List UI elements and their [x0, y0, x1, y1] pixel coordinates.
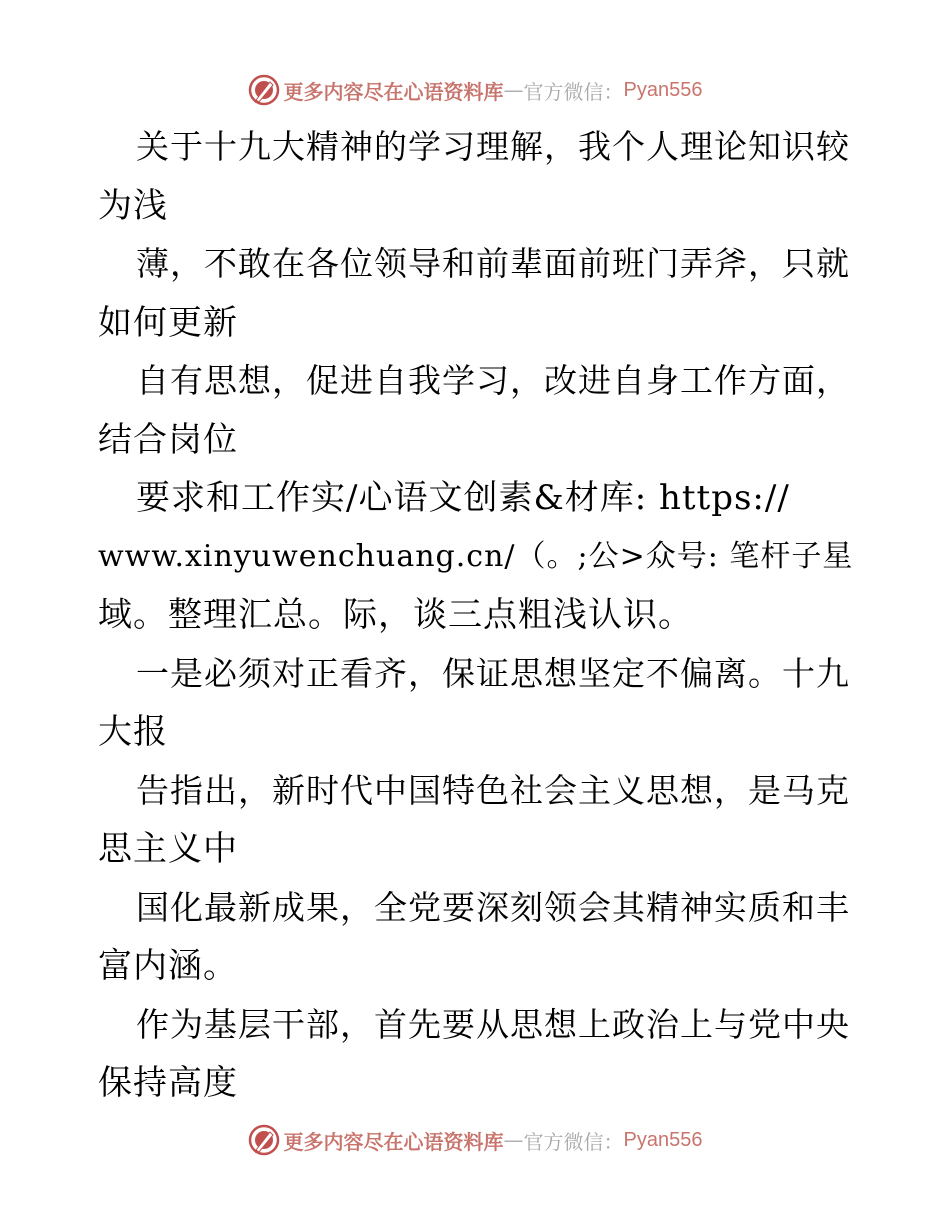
banner-main-text: 更多内容尽在心语资料库	[283, 79, 504, 104]
text-line: 要求和工作实/心语文创素&材库: https://	[136, 478, 790, 518]
banner-official-label: 官方微信：	[523, 1129, 624, 1154]
banner-dash: —	[503, 78, 524, 102]
text-line: 作为基层干部，首先要从思想上政治上与党中央	[136, 1004, 850, 1044]
banner-main-text: 更多内容尽在心语资料库	[283, 1129, 504, 1154]
text-line: 告指出，新时代中国特色社会主义思想，是马克	[136, 770, 850, 810]
banner-official-label: 官方微信：	[523, 79, 624, 104]
text-line: 国化最新成果，全党要深刻领会其精神实质和丰	[136, 887, 850, 927]
text-line: 结合岗位	[98, 419, 238, 460]
text-line: www.xinyuwenchuang.cn/（。;公>众号: 笔杆子星	[98, 538, 854, 574]
pen-logo-icon	[248, 74, 280, 106]
text-line: 思主义中	[98, 829, 238, 869]
text-line: 自有思想，促进自我学习，改进自身工作方面，	[136, 361, 850, 400]
text-line: 如何更新	[98, 302, 238, 343]
banner-wechat-id: Pyan556	[623, 78, 703, 101]
text-line: 域。整理汇总。际，谈三点粗浅认识。	[98, 595, 693, 635]
pen-logo-icon	[248, 1124, 280, 1156]
text-line: 为浅	[98, 185, 168, 226]
banner-wechat-id: Pyan556	[623, 1128, 703, 1151]
footer-banner	[0, 1120, 950, 1160]
text-line: 富内涵。	[98, 946, 238, 986]
body-text	[98, 118, 858, 1113]
text-line: 大报	[98, 712, 168, 752]
text-line: 一是必须对正看齐，保证思想坚定不偏离。十九	[136, 653, 850, 693]
text-line: 薄，不敢在各位领导和前辈面前班门弄斧，只就	[136, 244, 850, 283]
header-banner	[0, 70, 950, 110]
banner-dash: —	[503, 1128, 524, 1152]
text-line: 保持高度	[98, 1063, 238, 1103]
text-line: 关于十九大精神的学习理解，我个人理论知识较	[136, 127, 850, 166]
